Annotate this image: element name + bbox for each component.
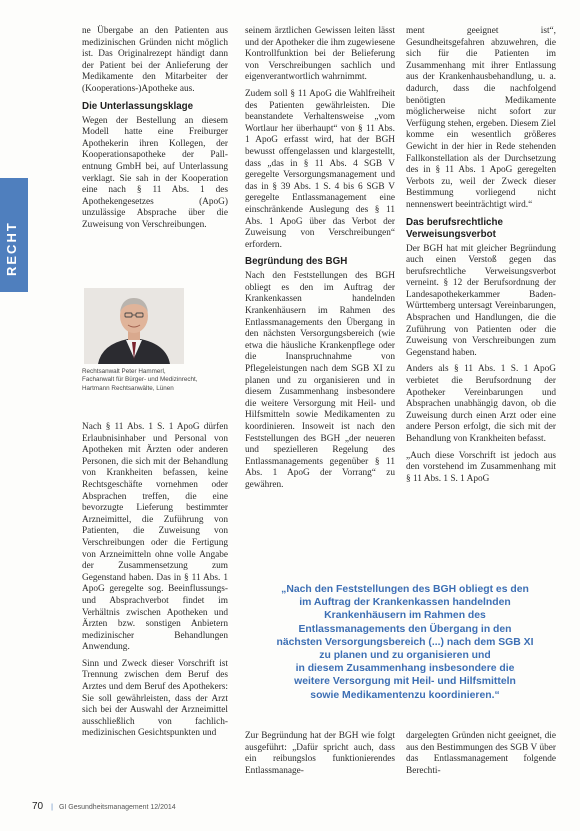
paragraph: Nach den Feststellungen des BGH obliegt es den im Auftrag der Krankenkassen handelnden Krankenhäusern im Rahmen des Entlassmanagements den Übergang in den nächsten Versorgungsbereich (wie etwa die häusliche Krankenpflege oder die Inanspruchnahme von Pflegeleistungen nach dem SGB XI zu planen und zu organisieren und in diesem Zusammenhang insbesondere die weitere Versorgung mit Heil- und Hilfsmitteln sowie Medikamenten zu koordinieren. Insoweit ist nach den Feststellungen des BGH „der neueren und spezielleren Regelung des Entlassmanagements gegenüber § 11 Abs. 1 ApoG der Vorrang“ zu gewähren. (245, 271, 395, 490)
page-number: 70 (32, 801, 44, 812)
caption-line: Hartmann Rechtsanwälte, Lünen (82, 384, 174, 392)
paragraph: ne Übergabe an den Patienten aus medizinischen Gründen nicht möglich ist. Das Originalrezept händigt dann der Patient bei der Anlieferung der Medikamente den Mitarbeiter der (Kooperations-)Apotheke aus. (82, 26, 228, 94)
journal-name: GI Gesundheitsmanagement 12/2014 (58, 804, 176, 811)
paragraph: Sinn und Zweck dieser Vorschrift ist Trennung zwischen dem Beruf des Arztes und dem Beruf des Apothekers: Sie soll gewährleisten, dass der Arzt sich bei der Auswahl der Arzneimittel ausschließlich von fachlich-medizinischen Gesichtspunkten und (82, 658, 228, 739)
section-label: RECHT (4, 221, 19, 276)
column-2 (245, 26, 395, 497)
quote-line: im Auftrag der Krankenkassen handelnden (299, 597, 511, 609)
heading-unterlassungsklage: Die Unterlassungsklage (82, 100, 194, 112)
paragraph: dargelegten Gründen nicht geeignet, die aus den Bestimmungen des SGB V über das Entlassmanagement folgende Berechti- (406, 731, 556, 776)
column-1-top (82, 26, 228, 237)
paragraph: Wegen der Bestellung an diesem Modell hatte eine Freiburger Apothekerin ihren Kollegen, der Kooperationsapotheke der Pall-entnung GmbH bei, auf Unterlassung verklagt. Sie sah in der Kooperation eine nach § 11 Abs. 1 des Apothekengesetzes (ApoG) unzulässige Absprache über die Zuweisung von Verschreibungen. (82, 115, 228, 230)
paragraph: seinem ärztlichen Gewissen leiten lässt und der Apotheker die ihm zugewiesene Kontrollfunktion bei der Belieferung von Verschreibungen sachlich und eigenverantwortlich wahrnimmt. (245, 26, 395, 83)
section-tab (0, 178, 28, 292)
paragraph: ment geeignet ist“, Gesundheitsgefahren abzuwehren, die sich für die Patienten im Zusammenhang mit ihrer Entlassung aus der Krankenhausbehandlung, u. a. dadurch, dass die nachfolgend benötigten Medikamente möglicherweise nicht sofort zur Verfügung stehen, ergeben. Diesem Ziel komme ein wesentlich größeres Gewicht in der hier in Rede stehenden Fallkonstellation als der Durchsetzung des in § 11 Abs. 1 ApoG geregelten Verbots zu, weil der Zweck dieser Bestimmung vorliegend nicht nennenswert beeinträchtigt wird.“ (406, 26, 556, 210)
column-1-bottom (82, 422, 228, 745)
caption-line: Rechtsanwalt Peter Hammerl, (82, 368, 166, 375)
quote-line: nächsten Versorgungsbereich (...) nach dem SGB XI (276, 636, 534, 648)
quote-line: in diesem Zusammenhang insbesondere die (295, 663, 515, 675)
quote-line: Krankenhäusern im Rahmen des (324, 610, 486, 622)
pull-quote (252, 583, 558, 702)
divider: | (51, 804, 53, 811)
quote-line: weitere Versorgung mit Heil- und Hilfsmitteln (294, 676, 516, 688)
paragraph: Der BGH hat mit gleicher Begründung auch einen Verstoß gegen das berufsrechtliche Verweisungsverbot verneint. § 12 der Berufsordnung der Landesapothekerkammer Baden-Württemberg untersagt Vereinbarungen, Absprachen und Handlungen, die die Zuführung von Patienten oder die Zuweisung von Verschreibungen zum Gegenstand haben. (406, 243, 556, 358)
column-3-bottom (406, 731, 556, 782)
heading-verweisungsverbot: Das berufsrechtliche Verweisungsverbot (406, 216, 503, 240)
column-2-bottom (245, 731, 395, 782)
author-photo (84, 288, 184, 364)
paragraph: „Auch diese Vorschrift ist jedoch aus den vorstehend im Zusammenhang mit § 11 Abs. 1 S. 1 ApoG (406, 450, 556, 484)
portrait-image (84, 288, 184, 364)
paragraph: Nach § 11 Abs. 1 S. 1 ApoG dürfen Erlaubnisinhaber und Personal von Apotheken mit Ärzten oder anderen Personen, die sich mit der Behandlung von Krankheiten befassen, keine Rechtsgeschäfte vornehmen oder Absprachen treffen, die eine bevorzugte Lieferung bestimmter Arzneimittel, die Zuführung von Patienten, die Zuweisung von Verschreibungen oder die Fertigung von Arzneimitteln ohne volle Angabe der Zusammensetzung zum Gegenstand haben. Das in § 11 Abs. 1 ApoG geregelte sog. Beeinflussungs- und Absprachverbot findet im Verhältnis zwischen Apotheken und Ärzten bzw. sonstigen Anbietern medizinischer Behandlungen Anwendung. (82, 422, 228, 653)
paragraph: Anders als § 11 Abs. 1 S. 1 ApoG verbietet die Berufsordnung der Apotheker Vereinbarungen und Absprachen unabhängig davon, ob die Zuweisung durch einen Arzt oder eine andere Person erfolgt, die sich mit der Behandlung von Krankheiten befasst. (406, 364, 556, 444)
quote-line: zu planen und zu organisieren und (319, 650, 491, 662)
quote-line: sowie Medikamentenzu koordinieren.“ (310, 689, 500, 701)
photo-caption (82, 368, 232, 393)
quote-line: Entlassmanagements den Übergang in den (298, 623, 512, 635)
column-3 (406, 26, 556, 490)
paragraph: Zudem soll § 11 ApoG die Wahlfreiheit des Patienten gewährleisten. Die beanstandete Verhaltensweise „vom Wortlaur her überhaupt“ von § 11 Abs. 1 ApoG erfasst wird, hat der BGH bewusst offengelassen und klargestellt, dass „das in § 11 Abs. 4 SGB V geregelte Versorgungsmanagement und das in § 39 Abs. 1 S. 4 bis 6 SGB V geregelte Entlassmanagement eine einschränkende Auslegung des § 11 Abs. 1 ApoG über das Verbot der Zuweisung von Verschreibungen“ erfordern. (245, 88, 395, 250)
caption-line: Fachanwalt für Bürger- und Medizinrecht, (82, 376, 198, 384)
heading-begruendung: Begründung des BGH (245, 256, 348, 268)
quote-line: „Nach den Feststellungen des BGH obliegt es den (281, 584, 529, 595)
page-footer (32, 801, 176, 812)
paragraph: Zur Begründung hat der BGH wie folgt ausgeführt: „Dafür spricht auch, dass ein reibungslos funktionierendes Entlassmanage- (245, 731, 395, 776)
